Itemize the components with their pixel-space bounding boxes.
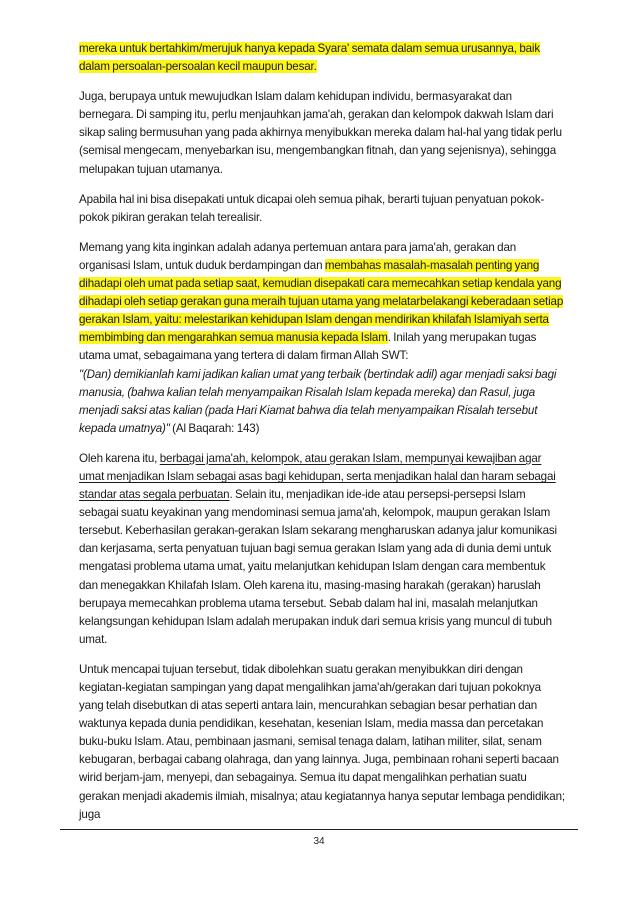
- paragraph: [79, 40, 566, 76]
- text-run: . Selain itu, menjadikan ide-ide atau persepsi-persepsi Islam sebagai suatu keyakinan yang mendominasi semua jama'ah, kelompok, maupun gerakan Islam tersebut. Keberhasilan gerakan-gerakan Islam sekarang mengharuskan adanya jalur komunikasi dan kerjasama, serta penyatuan tujuan bagi semua gerakan Islam yang ada di dunia demi untuk mengatasi problema utama umat, yaitu melanjutkan kehidupan Islam dengan cara membentuk dan menegakkan Khilafah Islam. Oleh karena itu, masing-masing harakah (gerakan) haruslah berupaya memecahkan problema utama tersebut. Sebab dalam hal ini, masalah melanjutkan kelangsungan kehidupan Islam adalah merupakan induk dari semua krisis yang muncul di tubuh umat.: [79, 488, 557, 646]
- text-run: Untuk mencapai tujuan tersebut, tidak dibolehkan suatu gerakan menyibukkan diri dengan kegiatan-kegiatan sampingan yang dapat mengalihkan jama'ah/gerakan dari tujuan pokoknya yang telah disebutkan di atas seperti antara lain, mencurahkan sebagian besar perhatian dan waktunya kepada dunia pendidikan, kesehatan, kesenian Islam, media massa dan percetakan buku-buku Islam. Atau, pembinaan jasmani, semisal tenaga dalam, latihan militer, silat, senam kebugaran, berbagai cabang olahraga, dan yang lainnya. Juga, pembinaan rohani seperti bacaan wirid berjam-jam, menyepi, dan sebagainya. Semua itu dapat mengalihkan perhatian suatu gerakan menjadi akademis ilmiah, misalnya; atau kegiatannya hanya seputar lembaga pendidikan; juga: [79, 662, 565, 821]
- text-run: Juga, berupaya untuk mewujudkan Islam dalam kehidupan individu, bermasyarakat dan bernegara. Di samping itu, perlu menjauhkan jama'ah, gerakan dan kelompok dakwah Islam dari sikap saling bermusuhan yang pada akhirnya menyibukkan mereka dalam hal-hal yang tidak perlu (semisal mengecam, menyebarkan isu, mengembangkan fitnah, dan yang sejenisnya), sehingga melupakan tujuan utamanya.: [79, 90, 562, 176]
- page-body: [79, 40, 566, 836]
- text-run: Oleh karena itu,: [79, 451, 160, 465]
- text-run: (Al Baqarah: 143): [169, 421, 260, 435]
- paragraph: [79, 239, 566, 438]
- paragraph: [79, 450, 566, 649]
- underlined-text: berbagai jama'ah, kelompok, atau gerakan Islam, mempunyai kewajiban agar umat menjadikan Islam sebagai asas bagi kehidupan, serta menjadikan halal dan haram sebagai standar atas segala perbuatan: [79, 451, 556, 502]
- paragraph: [79, 191, 566, 227]
- page-number: 34: [313, 836, 325, 847]
- highlighted-text: membahas masalah-masalah penting yang dihadapi oleh umat pada setiap saat, kemudian disepakati cara memecahkan setiap kendala yang dihadapi oleh setiap gerakan guna meraih tujuan utama yang melatarbelakangi keberadaan setiap gerakan Islam, yaitu: melestarikan kehidupan Islam dengan mendirikan khilafah Islamiyah serta membimbing dan mengarahkan semua manusia kepada Islam: [79, 258, 564, 345]
- text-run: Memang yang kita inginkan adalah adanya pertemuan antara para jama'ah, gerakan dan organisasi Islam, untuk duduk berdampingan dan: [79, 240, 517, 272]
- footer-divider: [60, 829, 578, 830]
- text-run: . Inilah yang merupakan tugas utama umat, sebagaimana yang tertera di dalam firman Allah SWT:: [79, 331, 537, 363]
- highlighted-text: mereka untuk bertahkim/merujuk hanya kepada Syara' semata dalam semua urusannya, baik dalam persoalan-persoalan kecil maupun besar.: [79, 42, 540, 74]
- paragraph: [79, 661, 566, 824]
- text-run: Apabila hal ini bisa disepakati untuk dicapai oleh semua pihak, berarti tujuan penyatuan pokok-pokok pikiran gerakan telah terealisir.: [79, 192, 545, 224]
- quran-quote: "(Dan) demikianlah kami jadikan kalian umat yang terbaik (bertindak adil) agar menjadi saksi bagi manusia, (bahwa kalian telah menyampaikan Risalah Islam kepada mereka) dan Rasul, juga menjadi saksi atas kalian (pada Hari Kiamat bahwa dia telah menyampaikan Risalah tersebut kepada umatnya)": [79, 367, 557, 435]
- paragraph: [79, 88, 566, 178]
